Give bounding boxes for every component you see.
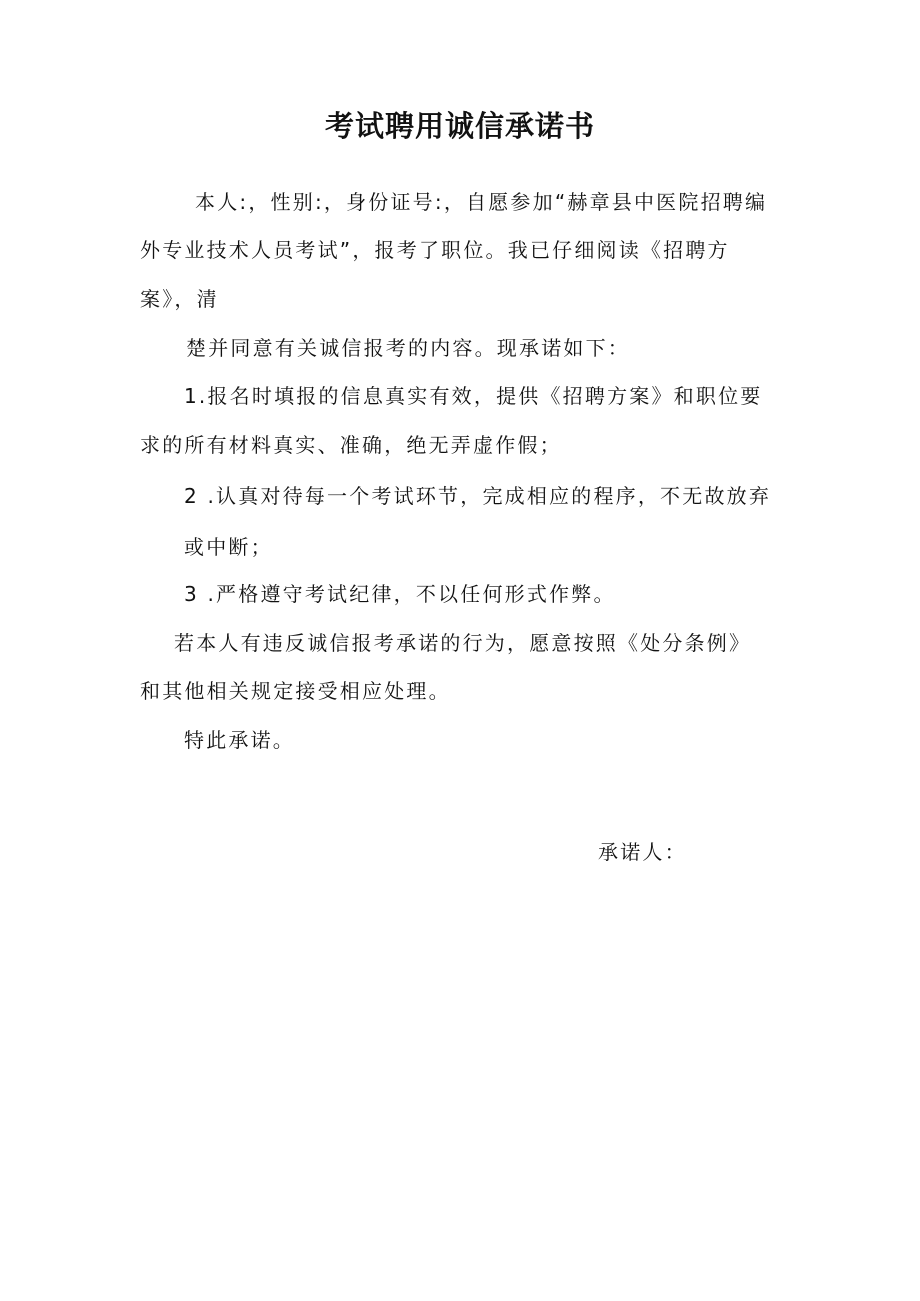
paragraph-line: 2 .认真对待每一个考试环节，完成相应的程序，不无故放弃 <box>184 484 772 508</box>
signature-label: 承诺人： <box>598 840 687 864</box>
paragraph-line: 楚并同意有关诚信报考的内容。现承诺如下： <box>186 336 630 360</box>
paragraph-line: 本人:，性别:，身份证号:，自愿参加“赫章县中医院招聘编 <box>195 190 768 214</box>
paragraph-line: 若本人有违反诚信报考承诺的行为，愿意按照《处分条例》 <box>174 631 752 655</box>
paragraph-line: 外专业技术人员考试”，报考了职位。我已仔细阅读《招聘方 <box>140 238 730 262</box>
paragraph-line: 特此承诺。 <box>184 728 295 752</box>
paragraph-line: 或中断； <box>184 535 273 559</box>
paragraph-line: 求的所有材料真实、准确，绝无弄虚作假； <box>140 433 562 457</box>
paragraph-line: 和其他相关规定接受相应处理。 <box>140 679 451 703</box>
paragraph-line: 1.报名时填报的信息真实有效，提供《招聘方案》和职位要 <box>184 384 763 408</box>
paragraph-line: 3 .严格遵守考试纪律，不以任何形式作弊。 <box>184 582 616 606</box>
document-title: 考试聘用诚信承诺书 <box>324 109 595 143</box>
paragraph-line: 案》，清 <box>140 287 219 311</box>
